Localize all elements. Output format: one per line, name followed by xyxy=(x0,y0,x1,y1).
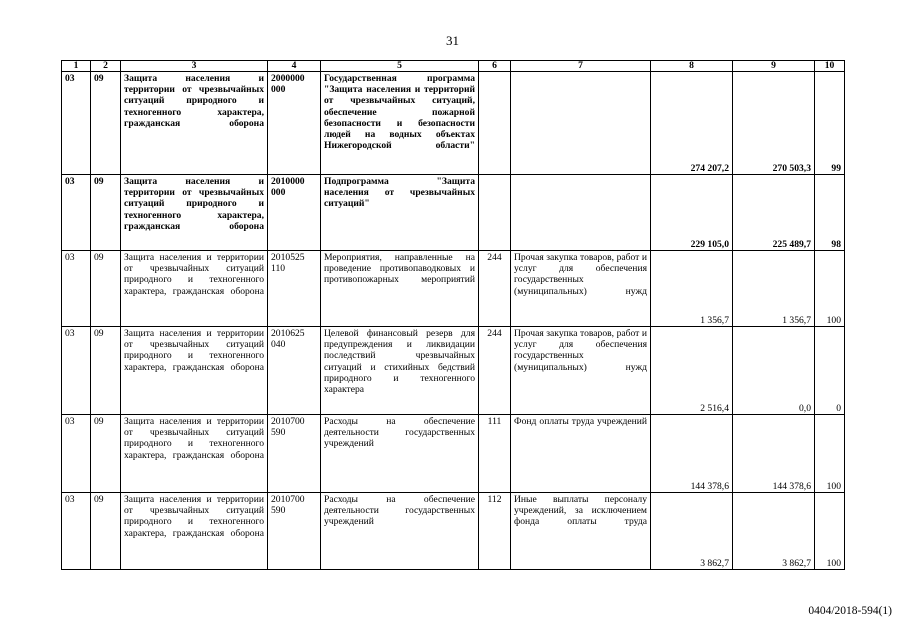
cell-target-code: 2000000 000 xyxy=(268,72,321,175)
cell-target-code: 2010000 000 xyxy=(268,175,321,251)
cell-percent: 100 xyxy=(815,415,845,493)
cell-actual-amount: 3 862,7 xyxy=(733,493,815,570)
cell-section: 03 xyxy=(62,415,91,493)
col-header-2: 2 xyxy=(91,61,121,72)
cell-subsection: 09 xyxy=(91,72,121,175)
cell-actual-amount: 225 489,7 xyxy=(733,175,815,251)
cell-expense-type xyxy=(479,175,511,251)
table-row xyxy=(62,327,845,415)
cell-section-name: Защита населения и территории от чрезвычайных ситуаций природного и техногенного характера, гражданская оборона xyxy=(121,72,268,175)
page-number: 31 xyxy=(446,33,459,48)
cell-section: 03 xyxy=(62,493,91,570)
cell-target-code: 2010525 110 xyxy=(268,251,321,327)
cell-section-name: Защита населения и территории от чрезвычайных ситуаций природного и техногенного характера, гражданская оборона xyxy=(121,175,268,251)
cell-section-name: Защита населения и территории от чрезвычайных ситуаций природного и техногенного характера, гражданская оборона xyxy=(121,251,268,327)
table-row xyxy=(62,493,845,570)
col-header-5: 5 xyxy=(321,61,479,72)
cell-target-name: Расходы на обеспечение деятельности государственных учреждений xyxy=(321,493,479,570)
col-header-3: 3 xyxy=(121,61,268,72)
cell-actual-amount: 1 356,7 xyxy=(733,251,815,327)
cell-actual-amount: 0,0 xyxy=(733,327,815,415)
cell-subsection: 09 xyxy=(91,415,121,493)
cell-plan-amount: 229 105,0 xyxy=(651,175,733,251)
cell-percent: 100 xyxy=(815,493,845,570)
cell-section-name: Защита населения и территории от чрезвычайных ситуаций природного и техногенного характера, гражданская оборона xyxy=(121,327,268,415)
cell-expense-type: 112 xyxy=(479,493,511,570)
cell-expense-type: 111 xyxy=(479,415,511,493)
cell-expense-name: Иные выплаты персоналу учреждений, за исключением фонда оплаты труда xyxy=(511,493,651,570)
col-header-1: 1 xyxy=(62,61,91,72)
cell-target-code: 2010700 590 xyxy=(268,493,321,570)
col-header-7: 7 xyxy=(511,61,651,72)
cell-subsection: 09 xyxy=(91,251,121,327)
cell-plan-amount: 274 207,2 xyxy=(651,72,733,175)
cell-expense-name: Фонд оплаты труда учреждений xyxy=(511,415,651,493)
cell-section-name: Защита населения и территории от чрезвычайных ситуаций природного и техногенного характера, гражданская оборона xyxy=(121,415,268,493)
cell-expense-type: 244 xyxy=(479,251,511,327)
cell-target-name: Мероприятия, направленные на проведение противопаводковых и противопожарных мероприятий xyxy=(321,251,479,327)
col-header-4: 4 xyxy=(268,61,321,72)
cell-plan-amount: 2 516,4 xyxy=(651,327,733,415)
cell-expense-name xyxy=(511,72,651,175)
cell-target-name: Целевой финансовый резерв для предупреждения и ликвидации последствий чрезвычайных ситуаций и стихийных бедствий природного и техногенного характера xyxy=(321,327,479,415)
budget-table xyxy=(61,60,845,570)
cell-target-name: Государственная программа "Защита населения и территорий от чрезвычайных ситуаций, обеспечение пожарной безопасности и безопасности людей на водных объектах Нижегородской области" xyxy=(321,72,479,175)
cell-subsection: 09 xyxy=(91,327,121,415)
cell-plan-amount: 3 862,7 xyxy=(651,493,733,570)
cell-expense-name xyxy=(511,175,651,251)
col-header-8: 8 xyxy=(651,61,733,72)
table-row xyxy=(62,415,845,493)
cell-section: 03 xyxy=(62,327,91,415)
col-header-10: 10 xyxy=(815,61,845,72)
cell-section: 03 xyxy=(62,251,91,327)
cell-expense-type xyxy=(479,72,511,175)
cell-percent: 99 xyxy=(815,72,845,175)
cell-expense-name: Прочая закупка товаров, работ и услуг для обеспечения государственных (муниципальных) нужд xyxy=(511,327,651,415)
cell-plan-amount: 1 356,7 xyxy=(651,251,733,327)
cell-percent: 0 xyxy=(815,327,845,415)
col-header-6: 6 xyxy=(479,61,511,72)
cell-subsection: 09 xyxy=(91,175,121,251)
cell-actual-amount: 270 503,3 xyxy=(733,72,815,175)
cell-section-name: Защита населения и территории от чрезвычайных ситуаций природного и техногенного характера, гражданская оборона xyxy=(121,493,268,570)
table-row xyxy=(62,251,845,327)
cell-target-code: 2010700 590 xyxy=(268,415,321,493)
cell-target-code: 2010625 040 xyxy=(268,327,321,415)
cell-expense-type: 244 xyxy=(479,327,511,415)
document-code: 0404/2018-594(1) xyxy=(808,605,892,617)
cell-target-name: Расходы на обеспечение деятельности государственных учреждений xyxy=(321,415,479,493)
col-header-9: 9 xyxy=(733,61,815,72)
cell-target-name: Подпрограмма "Защита населения от чрезвычайных ситуаций" xyxy=(321,175,479,251)
cell-percent: 98 xyxy=(815,175,845,251)
cell-plan-amount: 144 378,6 xyxy=(651,415,733,493)
cell-actual-amount: 144 378,6 xyxy=(733,415,815,493)
table-row xyxy=(62,72,845,175)
cell-subsection: 09 xyxy=(91,493,121,570)
cell-expense-name: Прочая закупка товаров, работ и услуг для обеспечения государственных (муниципальных) нужд xyxy=(511,251,651,327)
header-row xyxy=(62,61,845,72)
cell-percent: 100 xyxy=(815,251,845,327)
table-row xyxy=(62,175,845,251)
cell-section: 03 xyxy=(62,72,91,175)
cell-section: 03 xyxy=(62,175,91,251)
